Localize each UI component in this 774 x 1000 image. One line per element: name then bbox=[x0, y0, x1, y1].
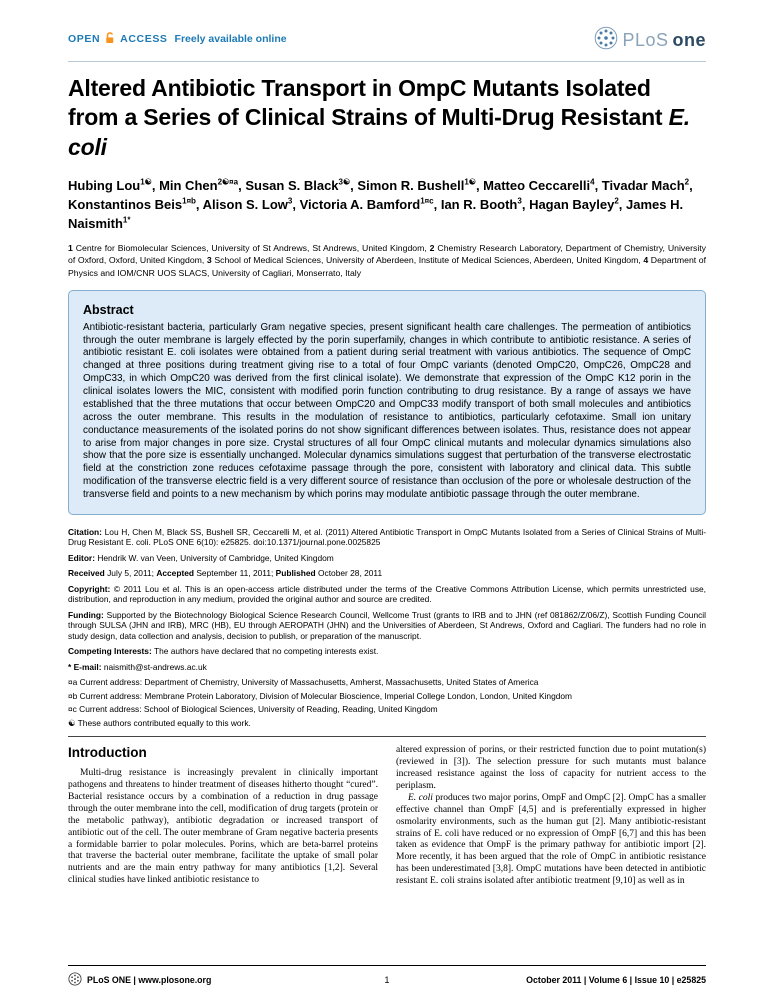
affiliation-text: School of Medical Sciences, University of Aberdeen, Institute of Medical Sciences, Aberdeen, United Kingdom, bbox=[214, 255, 641, 266]
author bbox=[441, 197, 529, 212]
funding-text: Supported by the Biotechnology Biological Science Research Council, Wellcome Trust (grants to IRB and to JHN (ref 081862/Z/06/Z), Scottish Funding Council through SULSA (JHN and IRB), MRC (HB), EU through AEROPATH (JHN) and the Universities of Aberdeen, St Andrews, Oxford and Cagliari. The funders had no role in study design, data collection and analysis, decision to publish, or preparation of the manuscript. bbox=[68, 609, 707, 641]
current-address-label: ¤a Current address: bbox=[68, 677, 143, 688]
author-name: Konstantinos Beis bbox=[68, 196, 183, 212]
top-banner bbox=[68, 26, 706, 62]
footer-page-number: 1 bbox=[384, 975, 390, 985]
author bbox=[529, 197, 626, 212]
author bbox=[483, 178, 602, 193]
author-name: Tivadar Mach bbox=[601, 177, 685, 193]
affiliation-number: 3 bbox=[206, 255, 212, 266]
author-separator: , bbox=[292, 196, 300, 212]
plos-one-logo bbox=[594, 26, 706, 55]
one-wordmark: one bbox=[672, 30, 706, 50]
author bbox=[602, 178, 693, 193]
article-title bbox=[68, 74, 706, 162]
published-date: October 28, 2011 bbox=[318, 568, 383, 579]
current-address-text: Membrane Protein Laboratory, Division of Molecular Bioscience, Imperial College London, London, United Kingdom bbox=[144, 690, 573, 701]
author-name: Simon R. Bushell bbox=[357, 177, 465, 193]
two-column-body bbox=[68, 745, 706, 888]
editor-row bbox=[68, 553, 706, 564]
article-title-italic: E. coli bbox=[68, 104, 690, 160]
affiliation-number: 2 bbox=[429, 242, 435, 253]
author-affiliation-marker: 3 bbox=[517, 196, 522, 206]
page-footer bbox=[68, 965, 706, 988]
funding-row bbox=[68, 610, 706, 642]
copyright-label: Copyright: bbox=[68, 583, 111, 594]
open-access-label-open: OPEN bbox=[68, 32, 101, 45]
author-separator: , bbox=[238, 177, 246, 193]
author-name: Hubing Lou bbox=[68, 177, 141, 193]
author-separator: , bbox=[195, 196, 203, 212]
left-column bbox=[68, 745, 378, 888]
author bbox=[245, 178, 357, 193]
author-affiliation-marker: 1☯ bbox=[140, 177, 152, 187]
footer-journal-text: PLoS ONE | www.plosone.org bbox=[87, 975, 212, 985]
affiliation-text: Centre for Biomolecular Sciences, University of St Andrews, St Andrews, United Kingdom, bbox=[75, 242, 427, 253]
author bbox=[68, 178, 159, 193]
author bbox=[203, 197, 300, 212]
right-column bbox=[396, 745, 706, 888]
author-affiliation-marker: 2 bbox=[614, 196, 619, 206]
copyright-text: © 2011 Lou et al. This is an open-access article distributed under the terms of the Creative Commons Attribution License, which permits unrestricted use, distribution, and reproduction in any medium, provided the original author and source are credited. bbox=[68, 583, 707, 605]
author-name: Alison S. Low bbox=[202, 196, 288, 212]
author bbox=[357, 178, 483, 193]
competing-interests-row bbox=[68, 646, 706, 657]
abstract-heading: Abstract bbox=[83, 302, 134, 317]
footer-issue-info: October 2011 | Volume 6 | Issue 10 | e25825 bbox=[526, 975, 706, 985]
freely-available-label: Freely available online bbox=[174, 32, 287, 45]
current-address-row bbox=[68, 704, 706, 715]
current-address-row bbox=[68, 691, 706, 702]
affiliation-number: 4 bbox=[643, 255, 649, 266]
email-row bbox=[68, 662, 706, 673]
author-separator: , bbox=[151, 177, 160, 193]
accepted-date: September 11, 2011; bbox=[196, 568, 274, 579]
author-separator: , bbox=[521, 196, 530, 212]
open-access-banner bbox=[68, 26, 287, 45]
author-separator: , bbox=[618, 196, 627, 212]
author-name: Susan S. Black bbox=[245, 177, 339, 193]
section-divider bbox=[68, 736, 706, 737]
competing-interests-text: The authors have declared that no competing interests exist. bbox=[153, 646, 379, 657]
open-lock-icon bbox=[104, 32, 116, 45]
abstract-text: Antibiotic-resistant bacteria, particularly Gram negative species, present significant health care challenges. The permeation of antibiotics through the outer membrane is largely effected by the porin superfamily, changes in which contribute to antibiotic resistance. A series of antibiotic resistant E. coli isolates were obtained from a patient during serial treatment with various antibiotics. The sequence of OmpC changed at three positions during treatment giving rise to a total of four OmpC variants (denoted OmpC20, OmpC26, OmpC28 and OmpC33, in which OmpC20 was derived from the first clinical isolate). We demonstrate that expression of the OmpC K12 porin in the clinical isolates lowers the MIC, consistent with modified porin function contributing to drug resistance. By a range of assays we have established that the three mutations that occur between OmpC20 and OmpC33 modify transport of both small molecules and antibiotics across the outer membrane. This results in the modulation of resistance to antibiotics, particularly cefotaxime. Small ion unitary conductance measurements of the isolated porins do not show significant differences between isolates. Thus, resistance does not appear to arise from major changes in pore size. Crystal structures of all four OmpC clinical mutants and molecular dynamics simulations also show that the pore size is essentially unchanged. Molecular dynamics simulations suggest that perturbation of the transverse electrostatic field at the constriction zone reduces cefotaxime passage through the pore, consistent with laboratory and clinical data. This subtle modification of the transverse electric field is a very different source of resistance than occlusion of the pore or wholesale destruction of the transverse field and points to a new mechanism by which porins may modulate antibiotic passage through the outer membrane. bbox=[83, 321, 691, 501]
plos-footer-icon bbox=[68, 972, 82, 988]
dates-row bbox=[68, 568, 706, 579]
ecoli-italic: E. coli bbox=[408, 792, 433, 803]
author bbox=[300, 197, 441, 212]
affiliation-number: 1 bbox=[68, 242, 73, 253]
affiliation-text: Chemistry Research Laboratory, Department of Chemistry, University of Oxford, Oxford, United Kingdom, bbox=[68, 242, 707, 266]
author-separator: , bbox=[689, 177, 693, 193]
author-name: Matteo Ceccarelli bbox=[483, 177, 591, 193]
author-affiliation-marker: 3 bbox=[287, 196, 293, 206]
author-affiliation-marker: 2☯¤a bbox=[217, 177, 239, 187]
intro-paragraph-2 bbox=[396, 793, 706, 888]
introduction-heading: Introduction bbox=[68, 745, 147, 761]
current-address-label: ¤b Current address: bbox=[68, 690, 143, 701]
author-affiliation-marker: 1* bbox=[122, 215, 131, 225]
editor-text: Hendrik W. van Veen, University of Cambridge, United Kingdom bbox=[97, 552, 334, 563]
competing-interests-label: Competing Interests: bbox=[68, 646, 152, 657]
author-separator: , bbox=[594, 177, 602, 193]
author-affiliation-marker: 2 bbox=[684, 177, 690, 187]
citation-row bbox=[68, 527, 706, 548]
citation-label: Citation: bbox=[68, 526, 102, 537]
author bbox=[68, 197, 203, 212]
author-affiliation-marker: 3☯ bbox=[338, 177, 351, 187]
current-address-text: Department of Chemistry, University of Massachusetts, Amherst, Massachusetts, United States of America bbox=[144, 677, 539, 688]
author-affiliation-marker: 1☯ bbox=[464, 177, 476, 187]
email-label: * E-mail: bbox=[68, 661, 102, 672]
equal-contribution-row: ☯ These authors contributed equally to this work. bbox=[68, 717, 251, 728]
citation-text: Lou H, Chen M, Black SS, Bushell SR, Ceccarelli M, et al. (2011) Altered Antibiotic Transport in OmpC Mutants Isolated from a Series of Clinical Strains of Multi-Drug Resistant E. coli. PLoS ONE 6(10): e25825. doi:10.1371/journal.pone.0025825 bbox=[68, 526, 706, 548]
author-separator: , bbox=[475, 177, 484, 193]
author-affiliation-marker: 1¤c bbox=[420, 196, 434, 206]
affiliation-list bbox=[68, 242, 706, 280]
author-list bbox=[68, 176, 706, 234]
author bbox=[159, 178, 245, 193]
author-name: Victoria A. Bamford bbox=[299, 196, 421, 212]
email-link[interactable]: naismith@st-andrews.ac.uk bbox=[103, 661, 207, 672]
open-access-label-access: ACCESS bbox=[120, 32, 168, 45]
article-title-text: Altered Antibiotic Transport in OmpC Mutants Isolated from a Series of Clinical Strains of Multi-Drug Resistant bbox=[68, 75, 669, 131]
author-name: Ian R. Booth bbox=[440, 196, 518, 212]
author-affiliation-marker: 1¤b bbox=[182, 196, 196, 206]
copyright-row bbox=[68, 584, 706, 605]
footer-journal bbox=[68, 972, 367, 988]
author-separator: , bbox=[433, 196, 441, 212]
intro-paragraph-1: Multi-drug resistance is increasingly prevalent in clinically important pathogens and threatens to hinder treatment of diseases hitherto thought “cured”. Bacterial resistance occurs by a combination of a reduction in drug passage through the outer membrane into the cell, modification of drug targets (protein or the metabolic pathway), antibiotic degradation or increased transport of antibiotic out of the cell. The outer membrane of Gram negative bacteria presents a formidable barrier to polar molecules. Porins, which are beta-barrel proteins that traverse the bacterial outer membrane, facilitate the uptake of small polar nutrients and are the main entry pathway for many antibiotics [1,2]. Several clinical studies have linked antibiotic resistance to bbox=[68, 768, 378, 886]
author-name: Min Chen bbox=[159, 177, 218, 193]
introduction-section bbox=[68, 745, 706, 888]
published-label: Published bbox=[275, 568, 316, 579]
plos-wordmark: PLoS bbox=[622, 30, 669, 50]
intro-paragraph-1-continued: altered expression of porins, or their restricted function due to point mutation(s) (reviewed in [3]). The selection pressure for such mutants must balance increased resistance against the loss of capacity for nutrient access to the periplasm. bbox=[396, 745, 706, 792]
affiliation-text: Department of Physics and IOM/CNR UOS SLACS, University of Cagliari, Monserrato, Italy bbox=[68, 255, 706, 279]
received-date: July 5, 2011; bbox=[107, 568, 154, 579]
plos-globe-icon bbox=[594, 26, 618, 55]
received-label: Received bbox=[68, 568, 105, 579]
accepted-label: Accepted bbox=[156, 568, 195, 579]
current-address-label: ¤c Current address: bbox=[68, 704, 142, 715]
author-name: James H. Naismith bbox=[68, 196, 684, 231]
current-address-row bbox=[68, 677, 706, 688]
author-separator: , bbox=[350, 177, 358, 193]
author-name: Hagan Bayley bbox=[529, 196, 615, 212]
funding-label: Funding: bbox=[68, 609, 104, 620]
intro-paragraph-2-text: produces two major porins, OmpF and OmpC [2]. OmpC has a smaller effective channel than OmpF [4,5] and is preferentially expressed in higher osmolarity environments, such as the human gut [2]. Many antibiotic-resistant strains of E. coli have reduced or no expression of OmpF [6,7] and this has been taken as evidence that OmpF is the primary pathway for antibiotic import [2]. More recently, it has been argued that the role of OmpC in antibiotic resistance has been underestimated [3,8]. OmpC mutations have been detected in antibiotic resistant E. coli strains isolated after antibiotic treatment [9,10] as well as in bbox=[396, 792, 706, 887]
author-affiliation-marker: 4 bbox=[590, 177, 595, 187]
abstract-box bbox=[68, 290, 706, 515]
current-address-text: School of Biological Sciences, University of Reading, Reading, United Kingdom bbox=[143, 704, 438, 715]
editor-label: Editor: bbox=[68, 552, 95, 563]
